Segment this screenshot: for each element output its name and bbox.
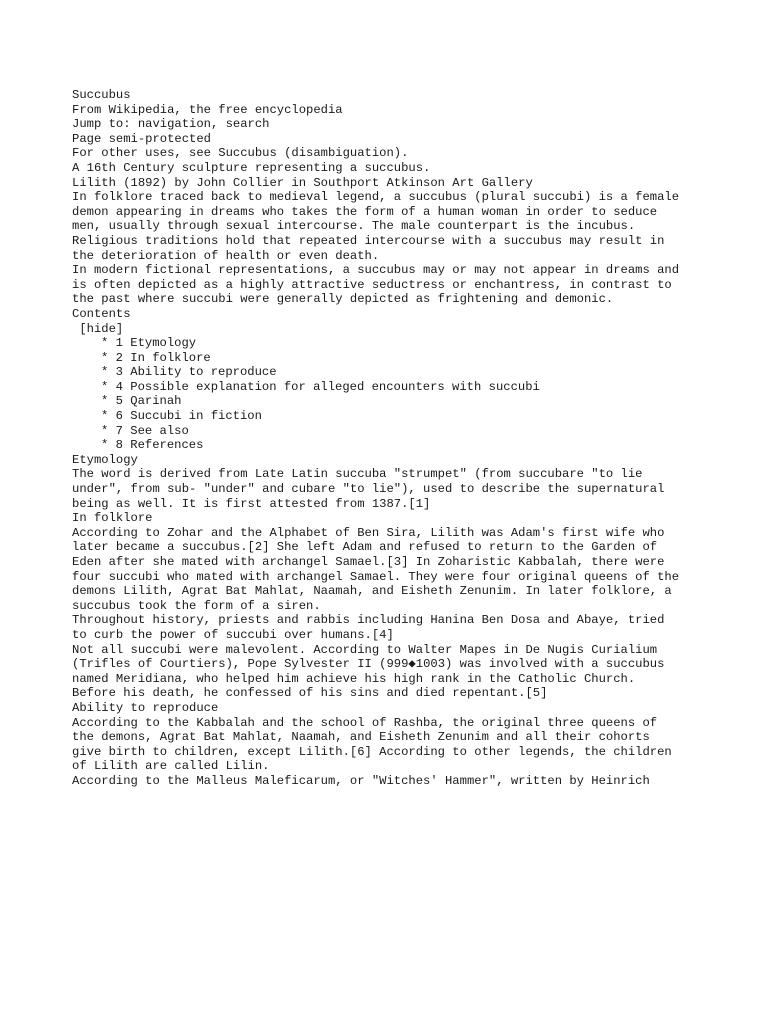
text-line: the demons, Agrat Bat Mahlat, Naamah, and Eisheth Zenunim and all their cohorts [72, 730, 650, 745]
jump-line: Jump to: navigation, search [72, 117, 270, 132]
text-line: succubus took the form of a siren. [72, 598, 321, 613]
source-line: From Wikipedia, the free encyclopedia [72, 102, 343, 117]
text-line: four succubi who mated with archangel Samael. They were four original queens of the [72, 569, 680, 584]
reproduce-paragraph [72, 774, 712, 789]
text-line: to curb the power of succubi over humans.[4] [72, 627, 394, 642]
etymology-paragraph [72, 467, 712, 511]
text-line: later became a succubus.[2] She left Adam and refused to return to the Garden of [72, 540, 658, 555]
text-line: (Trifles of Courtiers), Pope Sylvester II (999◆1003) was involved with a succubus [72, 657, 665, 672]
text-line: Before his death, he confessed of his sins and died repentant.[5] [72, 686, 548, 701]
text-line: the past where succubi were generally depicted as frightening and demonic. [72, 292, 614, 307]
table-of-contents [72, 307, 712, 453]
section-heading-etymology: Etymology [72, 452, 138, 467]
text-line: of Lilith are called Lilin. [72, 759, 270, 774]
text-line: Throughout history, priests and rabbis including Hanina Ben Dosa and Abaye, tried [72, 613, 665, 628]
toc-item[interactable]: * 1 Etymology [101, 336, 197, 351]
toc-item[interactable]: * 5 Qarinah [101, 394, 182, 409]
text-line: is often depicted as a highly attractive seductress or enchantress, in contrast to [72, 277, 672, 292]
intro-paragraph [72, 263, 712, 307]
text-line: demons Lilith, Agrat Bat Mahlat, Naamah, and Eisheth Zenunim. In later folklore, a [72, 584, 672, 599]
toc-item[interactable]: * 2 In folklore [101, 350, 211, 365]
text-line: men, usually through sexual intercourse. The male counterpart is the incubus. [72, 219, 636, 234]
folklore-paragraph [72, 643, 712, 701]
text-line: under", from sub- "under" and cubare "to lie"), used to describe the supernatural [72, 482, 665, 497]
folklore-paragraph [72, 526, 712, 614]
text-line: give birth to children, except Lilith.[6] According to other legends, the children [72, 744, 672, 759]
folklore-paragraph [72, 613, 712, 642]
toc-hide-link[interactable]: [hide] [72, 321, 124, 336]
toc-title: Contents [72, 306, 131, 321]
page-title: Succubus [72, 88, 131, 102]
reproduce-paragraph [72, 716, 712, 774]
intro-paragraph [72, 190, 712, 263]
toc-item[interactable]: * 4 Possible explanation for alleged encounters with succubi [101, 379, 540, 394]
text-line: The word is derived from Late Latin succuba "strumpet" (from succubare "to lie [72, 467, 643, 482]
text-line: According to the Kabbalah and the school of Rashba, the original three queens of [72, 715, 658, 730]
document-page [72, 88, 712, 789]
toc-item[interactable]: * 7 See also [101, 423, 189, 438]
section-heading-reproduce: Ability to reproduce [72, 700, 219, 715]
toc-item[interactable]: * 8 References [101, 438, 204, 453]
image-caption: Lilith (1892) by John Collier in Southport Atkinson Art Gallery [72, 175, 533, 190]
text-line: In modern fictional representations, a succubus may or may not appear in dreams and [72, 263, 680, 278]
text-line: In folklore traced back to medieval legend, a succubus (plural succubi) is a female [72, 190, 680, 205]
text-line: the deterioration of health or even death. [72, 248, 380, 263]
other-uses-line: For other uses, see Succubus (disambiguation). [72, 146, 409, 161]
text-line: named Meridiana, who helped him achieve his high rank in the Catholic Church. [72, 671, 636, 686]
text-line: Eden after she mated with archangel Samael.[3] In Zoharistic Kabbalah, there were [72, 555, 665, 569]
protection-line: Page semi-protected [72, 131, 211, 146]
section-heading-folklore: In folklore [72, 511, 153, 526]
text-line: Not all succubi were malevolent. According to Walter Mapes in De Nugis Curialium [72, 642, 658, 657]
image-caption: A 16th Century sculpture representing a succubus. [72, 160, 431, 175]
text-line: Religious traditions hold that repeated intercourse with a succubus may result in [72, 233, 665, 248]
text-line: According to the Malleus Maleficarum, or "Witches' Hammer", written by Heinrich [72, 773, 650, 788]
text-line: demon appearing in dreams who takes the form of a human woman in order to seduce [72, 204, 658, 219]
toc-item[interactable]: * 6 Succubi in fiction [101, 409, 262, 424]
toc-item[interactable]: * 3 Ability to reproduce [101, 365, 277, 380]
text-line: being as well. It is first attested from 1387.[1] [72, 496, 431, 511]
text-line: According to Zohar and the Alphabet of Ben Sira, Lilith was Adam's first wife who [72, 525, 665, 540]
